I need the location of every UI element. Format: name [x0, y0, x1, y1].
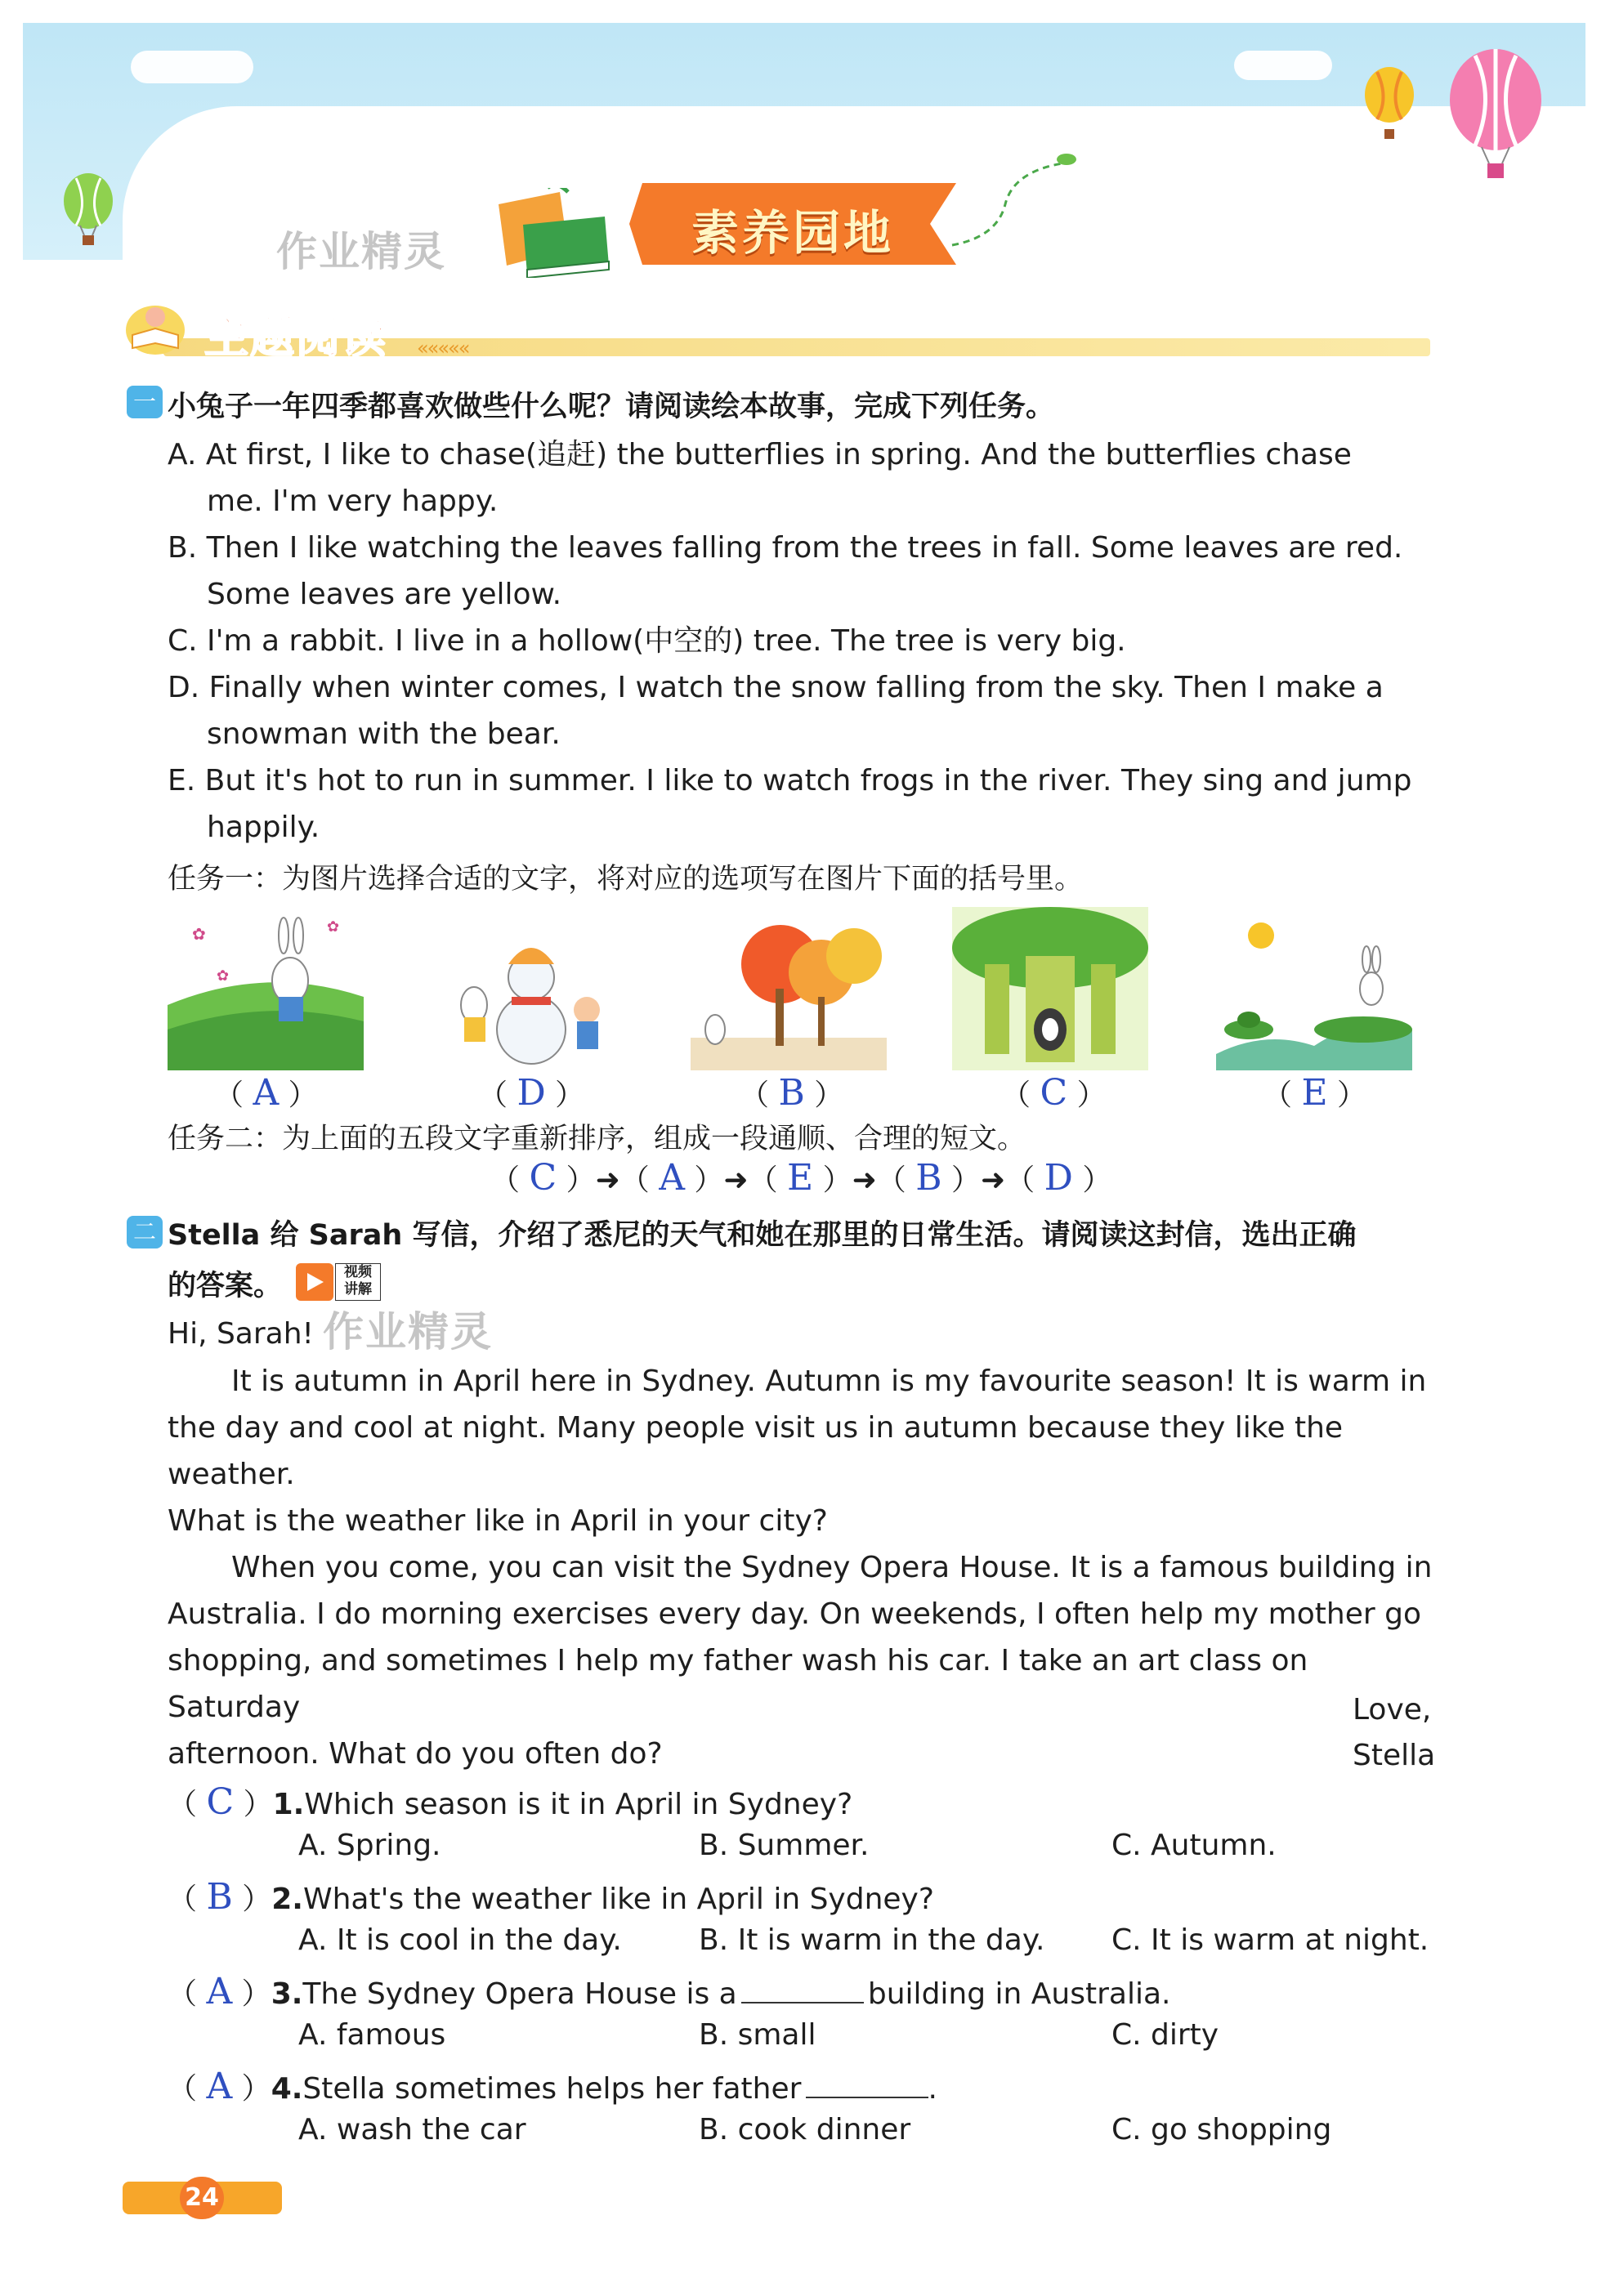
rabbit-watching-frogs-picture [1216, 907, 1412, 1070]
q2-instruction-line2: 的答案。 [168, 1270, 283, 1302]
fill-blank[interactable] [741, 1977, 864, 2003]
video-lesson-button[interactable]: 视频 讲解 [296, 1263, 381, 1301]
q2-instruction-line1: Stella 给 Sarah 写信，介绍了悉尼的天气和她在那里的日常生活。请阅读这封信，选出正确 [168, 1219, 1357, 1252]
reading-book-icon [123, 299, 188, 356]
story-paragraph-d: D. Finally when winter comes, I watch the snow falling from the sky. Then I make a snowman with the bear. [168, 671, 1384, 751]
story-paragraph-c: C. I'm a rabbit. I live in a hollow(中空的) tree. The tree is very big. [168, 624, 1126, 658]
rabbit-in-hollow-tree-picture [952, 907, 1148, 1070]
rabbit-building-snowman-picture [433, 907, 629, 1070]
hot-air-balloon-icon [1357, 65, 1422, 147]
story-paragraph-a: A. At first, I like to chase(追赶) the butterflies in spring. And the butterflies chase me. I'm very happy. [168, 438, 1352, 518]
story-paragraph-b: B. Then I like watching the leaves falling from the trees in fall. Some leaves are red. Some leaves are yellow. [168, 531, 1403, 611]
letter-greeting: Hi, Sarah! [168, 1317, 314, 1351]
hot-air-balloon-icon [1442, 49, 1549, 188]
rabbit-chasing-butterflies-picture [168, 907, 364, 1070]
cloud-icon [1234, 51, 1332, 80]
vine-icon [948, 147, 1079, 253]
play-icon [306, 1271, 325, 1293]
q1-story [168, 431, 1442, 851]
q1-instruction: 小兔子一年四季都喜欢做些什么呢？请阅读绘本故事，完成下列任务。 [168, 391, 1055, 423]
picture-answer-5: （ E ） [1263, 1072, 1367, 1114]
mcq-options-1: A. Spring. B. Summer. C. Autumn. [298, 1829, 1277, 1862]
cloud-icon [131, 51, 253, 83]
svg-text:✿: ✿ [327, 918, 340, 936]
order-answer-sequence: （ C ）➜（ A ）➜（ E ）➜（ B ）➜（ D ） [490, 1157, 1112, 1199]
question-number-1: 一 [127, 386, 163, 418]
page-number: 24 [180, 2177, 224, 2219]
section-title: 主题阅读 [204, 311, 387, 363]
fill-blank[interactable] [806, 2072, 928, 2098]
mcq-question-3: （ A ）3.The Sydney Opera House is a building in Australia. [168, 1971, 1171, 2012]
mcq-options-3: A. famous B. small C. dirty [298, 2018, 1219, 2052]
hot-air-balloon-icon [56, 172, 121, 253]
rabbit-watching-falling-leaves-picture [691, 907, 887, 1070]
letter-signature: Stella [1353, 1739, 1436, 1772]
picture-answer-2: （ D ） [478, 1072, 585, 1114]
task1-instruction: 任务一：为图片选择合适的文字，将对应的选项写在图片下面的括号里。 [168, 863, 1084, 896]
svg-text:✿: ✿ [217, 967, 230, 985]
story-paragraph-e: E. But it's hot to run in summer. I like to watch frogs in the river. They sing and jump happily. [168, 764, 1412, 844]
chevron-decoration-icon: ««««« [417, 337, 469, 360]
mcq-options-2: A. It is cool in the day. B. It is warm in the day. C. It is warm at night. [298, 1923, 1429, 1957]
picture-answer-1: （ A ） [214, 1072, 318, 1114]
mcq-question-1: （ C ）1.Which season is it in April in Sydney? [168, 1781, 853, 1823]
letter-closing: Love, [1353, 1693, 1432, 1726]
watermark: 作业精灵 [323, 1308, 493, 1356]
svg-text:✿: ✿ [192, 924, 206, 944]
mcq-question-4: （ A ）4.Stella sometimes helps her father . [168, 2066, 937, 2107]
watermark: 作业精灵 [276, 228, 446, 275]
question-number-2: 二 [127, 1216, 163, 1249]
picture-answer-3: （ B ） [740, 1072, 844, 1114]
page-title: 素养园地 [691, 205, 894, 261]
books-icon [490, 188, 613, 278]
mcq-question-2: （ B ）2.What's the weather like in April in Sydney? [168, 1876, 934, 1918]
page-number-badge [123, 2177, 282, 2219]
picture-answer-4: （ C ） [1001, 1072, 1107, 1114]
mcq-options-4: A. wash the car B. cook dinner C. go shopping [298, 2113, 1332, 2146]
letter-body: It is autumn in April here in Sydney. Autumn is my favourite season! It is warm in the day and cool at night. Many people visit us in autumn because they like the weather. What is the weather like in April in your city? When you come, you can visit the Sydney Opera House. It is a famous building in Australia. I do morning exercises every day. On weekends, I often help my mother go shopping, and sometimes I help my father wash his car. I take an art class on Saturday afternoon. What do you often do? [168, 1365, 1433, 1771]
task2-instruction: 任务二：为上面的五段文字重新排序，组成一段通顺、合理的短文。 [168, 1123, 1026, 1155]
